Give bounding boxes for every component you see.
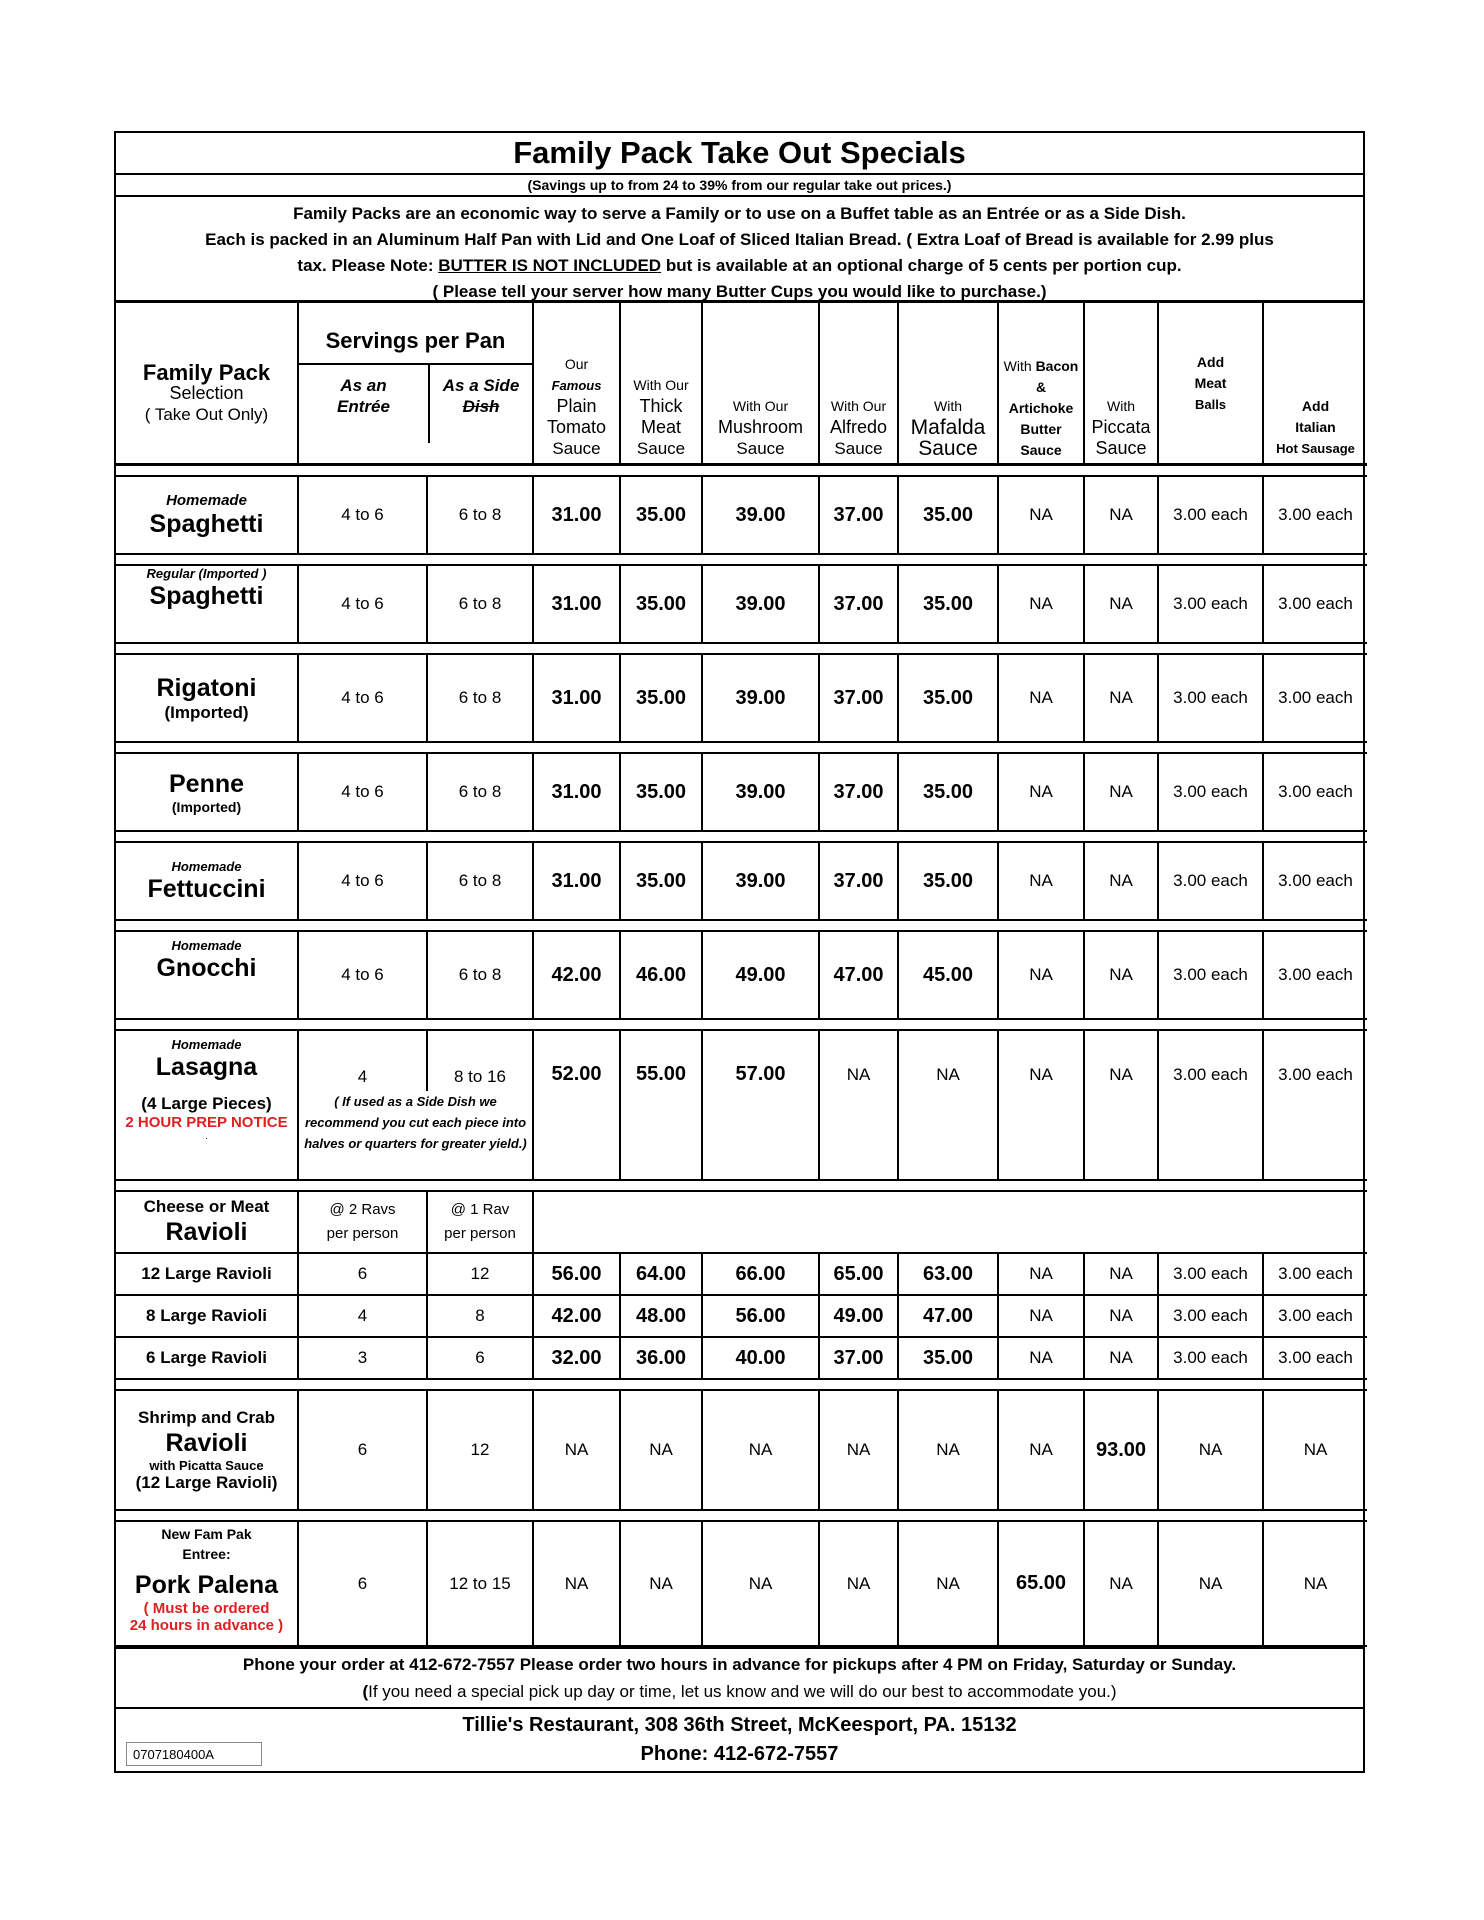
header-row: [116, 303, 1367, 465]
item-prefix-1: New Fam Pak: [161, 1526, 252, 1542]
header-alfredo-l2: Alfredo: [829, 417, 888, 437]
servings-entree: 4 to 6: [298, 476, 427, 554]
price-sausage: NA: [1263, 1521, 1367, 1646]
menu-row-pork-palena: [116, 1521, 1367, 1646]
item-sub: with Picatta Sauce: [149, 1457, 264, 1473]
servings-entree: 6: [298, 1253, 427, 1295]
header-mushroom-l3: Sauce: [736, 439, 785, 458]
price-meat: 35.00: [620, 753, 702, 831]
servings-side: 6: [427, 1337, 533, 1379]
price-alfredo: 37.00: [819, 654, 898, 742]
price-mushroom: 39.00: [702, 654, 819, 742]
header-piccata-l3: Sauce: [1095, 438, 1147, 458]
price-mushroom: NA: [702, 1390, 819, 1510]
header-piccata-l2: Piccata: [1091, 417, 1151, 437]
header-mafalda: [898, 303, 998, 465]
price-meat: 35.00: [620, 565, 702, 643]
price-piccata: 93.00: [1084, 1390, 1158, 1510]
header-alfredo-l3: Sauce: [834, 439, 883, 458]
header-bacon-l3: &: [1035, 379, 1047, 395]
menu-row-regular-spaghetti: [116, 565, 1367, 643]
price-mushroom: 49.00: [702, 931, 819, 1019]
ravioli-header-row: [116, 1191, 1367, 1253]
header-side-l2: Dish: [462, 397, 500, 416]
price-bacon: NA: [998, 1390, 1084, 1510]
price-mafalda: 35.00: [898, 476, 998, 554]
header-sausage: [1263, 303, 1367, 465]
price-alfredo: NA: [819, 1521, 898, 1646]
phone-order-line: Phone your order at 412-672-7557 Please order two hours in advance for pickups after 4 PM on Friday, Saturday or Sunday.: [242, 1655, 1237, 1674]
item-name: Pork Palena: [134, 1571, 279, 1599]
price-mafalda: 35.00: [898, 1337, 998, 1379]
price-piccata: NA: [1084, 476, 1158, 554]
price-mafalda: NA: [898, 1030, 998, 1180]
price-meat: 55.00: [620, 1030, 702, 1180]
ravioli-header-blank: [533, 1191, 1367, 1253]
item-prefix: Homemade: [171, 858, 242, 874]
price-meat: 48.00: [620, 1295, 702, 1337]
price-sausage: 3.00 each: [1263, 842, 1367, 920]
servings-entree: 6: [298, 1390, 427, 1510]
price-meatballs: 3.00 each: [1158, 565, 1263, 643]
separator: [116, 742, 1367, 753]
item-name-cell: [116, 753, 298, 831]
prep-notice: 2 HOUR PREP NOTICE: [125, 1114, 288, 1131]
item-suffix: (Imported): [164, 703, 249, 722]
price-alfredo: 49.00: [819, 1295, 898, 1337]
menu-row-lasagna: [116, 1030, 1367, 1180]
price-mushroom: 39.00: [702, 476, 819, 554]
price-mafalda: 35.00: [898, 565, 998, 643]
intro-line-3c: but is available at an optional charge of 5 cents per portion cup.: [661, 256, 1182, 275]
servings-side: 6 to 8: [427, 476, 533, 554]
item-name: Gnocchi: [156, 954, 257, 982]
price-meatballs: 3.00 each: [1158, 1337, 1263, 1379]
header-tomato-l2: Famous: [551, 378, 602, 393]
price-mushroom: 40.00: [702, 1337, 819, 1379]
price-piccata: NA: [1084, 1030, 1158, 1180]
price-meatballs: 3.00 each: [1158, 1253, 1263, 1295]
separator: [116, 920, 1367, 931]
item-name-cell: [116, 1191, 298, 1253]
item-name: 8 Large Ravioli: [116, 1295, 298, 1337]
ravioli-entree-l2: per person: [326, 1225, 399, 1242]
price-mushroom: 56.00: [702, 1295, 819, 1337]
header-side-l1: As a Side: [442, 376, 520, 395]
header-bacon-l4: Artichoke: [1008, 400, 1074, 416]
price-piccata: NA: [1084, 1337, 1158, 1379]
price-piccata: NA: [1084, 753, 1158, 831]
price-mafalda: NA: [898, 1521, 998, 1646]
price-tomato: 31.00: [533, 476, 620, 554]
item-name: Fettuccini: [147, 874, 266, 903]
header-selection: [116, 303, 298, 465]
advance-notice-1: ( Must be ordered: [143, 1600, 270, 1617]
price-piccata: NA: [1084, 654, 1158, 742]
price-mushroom: 39.00: [702, 565, 819, 643]
price-sausage: 3.00 each: [1263, 1253, 1367, 1295]
price-sausage: 3.00 each: [1263, 753, 1367, 831]
ravioli-side-l1: @ 1 Rav: [450, 1201, 510, 1218]
price-sausage: 3.00 each: [1263, 565, 1367, 643]
separator: [116, 554, 1367, 565]
item-name-cell: [116, 1390, 298, 1510]
header-tomato-l5: Sauce: [552, 439, 601, 458]
header-piccata: [1084, 303, 1158, 465]
item-name: Spaghetti: [149, 582, 264, 610]
item-prefix: Regular (Imported ): [146, 566, 267, 581]
price-meatballs: 3.00 each: [1158, 476, 1263, 554]
header-meat-l2: Thick: [639, 396, 683, 416]
header-meatballs-l3: Balls: [1194, 396, 1227, 412]
separator: [116, 1379, 1367, 1390]
servings-entree: 4 to 6: [298, 753, 427, 831]
header-meat-l3: Meat: [641, 417, 682, 437]
header-sausage-l3: Hot Sausage: [1276, 441, 1355, 456]
item-name-cell: [116, 842, 298, 920]
item-name: Lasagna: [155, 1053, 258, 1081]
price-meat: 36.00: [620, 1337, 702, 1379]
price-mafalda: NA: [898, 1390, 998, 1510]
intro-line-4: ( Please tell your server how many Butter Cups you would like to purchase.): [432, 282, 1047, 301]
menu-sheet: [114, 131, 1365, 1773]
price-mushroom: 39.00: [702, 753, 819, 831]
price-bacon: NA: [998, 1253, 1084, 1295]
item-name: Penne: [168, 770, 245, 798]
header-servings: [298, 303, 533, 465]
lasagna-dot: .: [205, 1131, 208, 1141]
servings-side: 8 to 16: [454, 1067, 506, 1086]
menu-row-penne: [116, 753, 1367, 831]
servings-side: 6 to 8: [427, 753, 533, 831]
item-name-cell: [116, 565, 298, 643]
header-entree-l2: Entrée: [337, 397, 390, 416]
item-prefix: Homemade: [171, 1037, 242, 1052]
price-bacon: 65.00: [998, 1521, 1084, 1646]
item-prefix: Cheese or Meat: [143, 1197, 270, 1216]
price-mafalda: 35.00: [898, 654, 998, 742]
price-meat: 35.00: [620, 654, 702, 742]
header-mafalda-l1: With: [934, 398, 963, 414]
menu-row-6-ravioli: [116, 1337, 1367, 1379]
menu-row-gnocchi: [116, 931, 1367, 1019]
header-selection-l3: ( Take Out Only): [144, 404, 269, 424]
price-mafalda: 45.00: [898, 931, 998, 1019]
separator: [116, 831, 1367, 842]
servings-side: 12: [427, 1390, 533, 1510]
item-suffix: (4 Large Pieces): [141, 1094, 272, 1113]
price-piccata: NA: [1084, 931, 1158, 1019]
servings-entree: 4: [299, 1031, 428, 1091]
separator: [116, 465, 1367, 477]
price-meat: 35.00: [620, 842, 702, 920]
header-selection-l2: Selection: [169, 382, 244, 403]
price-alfredo: 37.00: [819, 565, 898, 643]
separator: [116, 1180, 1367, 1191]
header-bacon-l1: With: [1003, 358, 1036, 374]
header-sausage-l2: Italian: [1295, 419, 1336, 435]
price-sausage: 3.00 each: [1263, 654, 1367, 742]
price-bacon: NA: [998, 565, 1084, 643]
price-tomato: 32.00: [533, 1337, 620, 1379]
price-bacon: NA: [998, 753, 1084, 831]
item-name-cell: [116, 931, 298, 1019]
header-meatballs-l1: Add: [1196, 353, 1225, 370]
price-tomato: 31.00: [533, 753, 620, 831]
price-tomato: 31.00: [533, 654, 620, 742]
item-name-cell: [116, 1030, 298, 1180]
item-prefix: Shrimp and Crab: [138, 1407, 275, 1427]
item-name-cell: [116, 654, 298, 742]
price-piccata: NA: [1084, 565, 1158, 643]
price-meatballs: NA: [1158, 1521, 1263, 1646]
price-meat: NA: [620, 1390, 702, 1510]
price-bacon: NA: [998, 476, 1084, 554]
price-alfredo: NA: [819, 1390, 898, 1510]
header-mushroom-l2: Mushroom: [718, 417, 804, 437]
servings-side: 6 to 8: [427, 931, 533, 1019]
servings-side: 12: [427, 1253, 533, 1295]
item-name: Ravioli: [165, 1218, 248, 1246]
price-meatballs: 3.00 each: [1158, 842, 1263, 920]
price-alfredo: 37.00: [819, 1337, 898, 1379]
price-piccata: NA: [1084, 1253, 1158, 1295]
item-prefix: Homemade: [171, 938, 242, 953]
header-mushroom: [702, 303, 819, 465]
header-piccata-l1: With: [1107, 398, 1136, 414]
header-bacon-l6: Sauce: [1020, 442, 1062, 458]
header-tomato-l3: Plain: [556, 396, 597, 416]
price-tomato: NA: [533, 1390, 620, 1510]
servings-per-pan: Servings per Pan: [299, 303, 532, 365]
restaurant-info: [116, 1709, 1363, 1771]
price-alfredo: 37.00: [819, 476, 898, 554]
price-tomato: 52.00: [533, 1030, 620, 1180]
price-meat: 46.00: [620, 931, 702, 1019]
servings-side: 6 to 8: [427, 842, 533, 920]
document-code: 0707180400A: [126, 1742, 262, 1766]
advance-notice-2: 24 hours in advance ): [129, 1617, 284, 1634]
header-tomato-l1: Our: [564, 356, 589, 372]
price-mafalda: 63.00: [898, 1253, 998, 1295]
header-meatballs-l2: Meat: [1194, 374, 1227, 391]
price-mafalda: 35.00: [898, 753, 998, 831]
price-bacon: NA: [998, 1295, 1084, 1337]
price-table: [116, 303, 1367, 1647]
header-bacon: [998, 303, 1084, 465]
header-alfredo: [819, 303, 898, 465]
restaurant-address: Tillie's Restaurant, 308 36th Street, McKeesport, PA. 15132: [462, 1714, 1017, 1736]
price-sausage: 3.00 each: [1263, 1030, 1367, 1180]
menu-row-12-ravioli: [116, 1253, 1367, 1295]
intro-line-1: Family Packs are an economic way to serve a Family or to use on a Buffet table as an Entrée or as a Side Dish.: [293, 204, 1186, 223]
price-sausage: 3.00 each: [1263, 1295, 1367, 1337]
price-bacon: NA: [998, 931, 1084, 1019]
price-bacon: NA: [998, 1030, 1084, 1180]
servings-entree: 4 to 6: [298, 654, 427, 742]
header-side: [430, 365, 532, 443]
header-entree: [299, 365, 430, 443]
price-tomato: 31.00: [533, 842, 620, 920]
price-meat: 35.00: [620, 476, 702, 554]
header-meat-l1: With Our: [633, 377, 689, 393]
special-paren: (: [362, 1682, 369, 1701]
item-name: Spaghetti: [149, 509, 264, 538]
header-entree-l1: As an: [340, 376, 387, 395]
item-prefix: Homemade: [166, 491, 247, 509]
header-mafalda-l3: Sauce: [918, 437, 978, 460]
ravioli-side-l2: per person: [444, 1225, 516, 1242]
price-meatballs: 3.00 each: [1158, 1030, 1263, 1180]
header-bacon-l2: Bacon: [1035, 358, 1079, 374]
header-mushroom-l1: With Our: [732, 398, 789, 414]
price-bacon: NA: [998, 842, 1084, 920]
item-name: Rigatoni: [156, 674, 257, 702]
servings-entree: 4: [298, 1295, 427, 1337]
separator: [116, 1019, 1367, 1030]
price-tomato: NA: [533, 1521, 620, 1646]
ravioli-side-header: [427, 1191, 533, 1253]
header-sausage-l1: Add: [1301, 398, 1330, 414]
header-tomato-l4: Tomato: [547, 417, 607, 437]
lasagna-servings: [298, 1030, 533, 1180]
price-mushroom: 39.00: [702, 842, 819, 920]
special-pickup-line: If you need a special pick up day or time, let us know and we will do our best to accommodate you.): [368, 1682, 1117, 1701]
price-meatballs: 3.00 each: [1158, 1295, 1263, 1337]
price-meat: 64.00: [620, 1253, 702, 1295]
servings-side: 6 to 8: [427, 565, 533, 643]
servings-entree: 6: [298, 1521, 427, 1646]
price-piccata: NA: [1084, 1295, 1158, 1337]
price-tomato: 31.00: [533, 565, 620, 643]
servings-entree: 4 to 6: [298, 565, 427, 643]
price-tomato: 42.00: [533, 931, 620, 1019]
price-piccata: NA: [1084, 842, 1158, 920]
price-bacon: NA: [998, 1337, 1084, 1379]
item-name: Ravioli: [165, 1428, 248, 1457]
header-selection-l1: Family Pack: [142, 359, 271, 385]
servings-side: 8: [427, 1295, 533, 1337]
menu-row-rigatoni: [116, 654, 1367, 742]
price-tomato: 42.00: [533, 1295, 620, 1337]
item-name: 12 Large Ravioli: [116, 1253, 298, 1295]
menu-row-8-ravioli: [116, 1295, 1367, 1337]
price-tomato: 56.00: [533, 1253, 620, 1295]
header-bacon-l5: Butter: [1020, 421, 1062, 437]
price-meatballs: 3.00 each: [1158, 931, 1263, 1019]
servings-side: 6 to 8: [427, 654, 533, 742]
side-dish-note: ( If used as a Side Dish we recommend you cut each piece into halves or quarters for greater yield.): [304, 1094, 527, 1151]
price-sausage: 3.00 each: [1263, 476, 1367, 554]
price-alfredo: 37.00: [819, 753, 898, 831]
price-mafalda: 35.00: [898, 842, 998, 920]
intro-line-3: [136, 253, 1343, 279]
header-tomato: [533, 303, 620, 465]
ravioli-entree-l1: @ 2 Ravs: [329, 1201, 396, 1218]
price-meatballs: 3.00 each: [1158, 654, 1263, 742]
page-title: Family Pack Take Out Specials: [116, 133, 1363, 175]
price-sausage: NA: [1263, 1390, 1367, 1510]
price-mafalda: 47.00: [898, 1295, 998, 1337]
servings-entree: 3: [298, 1337, 427, 1379]
restaurant-phone: Phone: 412-672-7557: [640, 1743, 839, 1765]
price-meat: NA: [620, 1521, 702, 1646]
menu-row-shrimp-crab-ravioli: [116, 1390, 1367, 1510]
price-sausage: 3.00 each: [1263, 1337, 1367, 1379]
servings-side: 12 to 15: [427, 1521, 533, 1646]
item-suffix: (12 Large Ravioli): [135, 1472, 278, 1492]
header-mafalda-l2: Mafalda: [910, 416, 986, 439]
order-info: [116, 1647, 1363, 1709]
menu-row-homemade-spaghetti: [116, 476, 1367, 554]
menu-row-fettuccini: [116, 842, 1367, 920]
price-meatballs: NA: [1158, 1390, 1263, 1510]
intro-line-2: Each is packed in an Aluminum Half Pan with Lid and One Loaf of Sliced Italian Bread. ( Extra Loaf of Bread is available for 2.99 plus: [205, 230, 1274, 249]
header-meatballs: [1158, 303, 1263, 465]
price-alfredo: NA: [819, 1030, 898, 1180]
servings-entree: 4 to 6: [298, 931, 427, 1019]
intro-line-3a: tax. Please Note:: [297, 256, 439, 275]
price-piccata: NA: [1084, 1521, 1158, 1646]
item-prefix-2: Entree:: [182, 1546, 231, 1562]
intro-text: [116, 197, 1363, 303]
price-bacon: NA: [998, 654, 1084, 742]
ravioli-entree-header: [298, 1191, 427, 1253]
servings-entree: 4 to 6: [298, 842, 427, 920]
price-mushroom: 57.00: [702, 1030, 819, 1180]
item-name-cell: [116, 476, 298, 554]
price-alfredo: 37.00: [819, 842, 898, 920]
price-mushroom: 66.00: [702, 1253, 819, 1295]
price-alfredo: 47.00: [819, 931, 898, 1019]
header-meat: [620, 303, 702, 465]
item-name: 6 Large Ravioli: [116, 1337, 298, 1379]
separator: [116, 1510, 1367, 1521]
price-meatballs: 3.00 each: [1158, 753, 1263, 831]
savings-subtitle: (Savings up to from 24 to 39% from our regular take out prices.): [116, 175, 1363, 197]
price-alfredo: 65.00: [819, 1253, 898, 1295]
item-suffix: (Imported): [171, 799, 242, 815]
header-meat-l4: Sauce: [636, 439, 686, 458]
item-name-cell: [116, 1521, 298, 1646]
header-alfredo-l1: With Our: [830, 398, 887, 414]
price-sausage: 3.00 each: [1263, 931, 1367, 1019]
price-mushroom: NA: [702, 1521, 819, 1646]
butter-notice: BUTTER IS NOT INCLUDED: [438, 256, 662, 275]
separator: [116, 643, 1367, 654]
